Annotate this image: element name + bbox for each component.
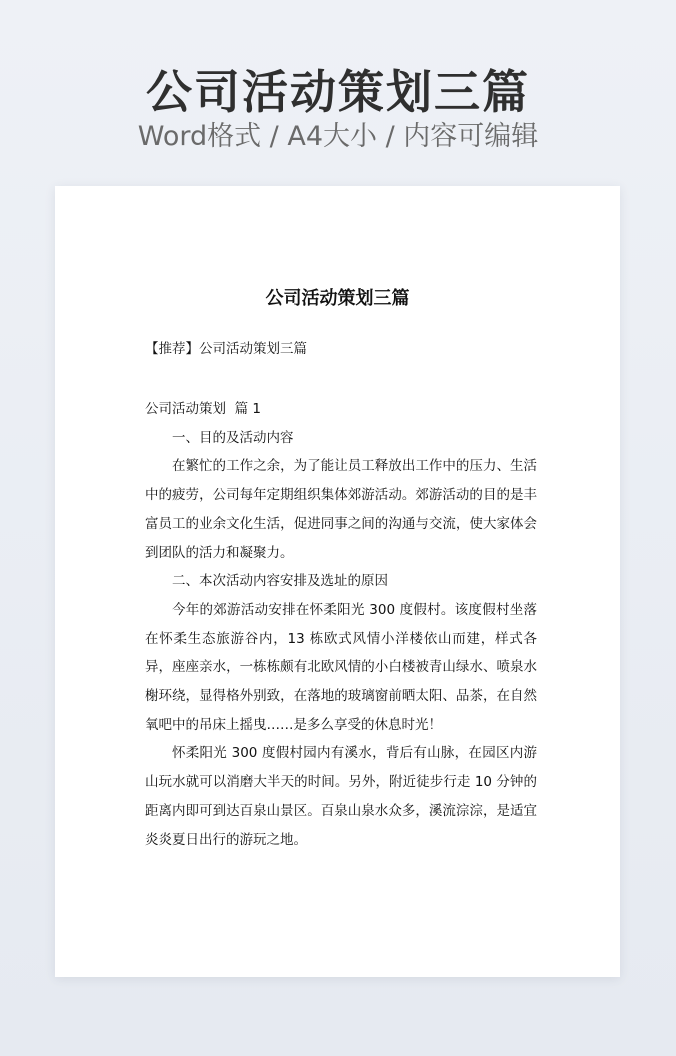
recommend-line: 【推荐】公司活动策划三篇 <box>145 341 307 357</box>
heading-arrangement: 二、本次活动内容安排及选址的原因 <box>172 573 388 590</box>
hero-subtitle: Word格式 / A4大小 / 内容可编辑 <box>137 121 539 152</box>
document-page <box>55 186 620 977</box>
document-title: 公司活动策划三篇 <box>265 288 410 309</box>
paragraph-scenery: 怀柔阳光 300 度假村园内有溪水，背后有山脉，在园区内游山玩水就可以消磨大半天的时间。另外，附近徒步行走 10 分钟的距离内即可到达百泉山景区。百泉山泉水众多，溪流淙淙，是适宜炎炎夏日出行的游玩之地。 <box>145 745 537 848</box>
heading-purpose: 一、目的及活动内容 <box>172 429 294 446</box>
hero-title: 公司活动策划三篇 <box>146 65 530 119</box>
document-body <box>145 395 537 854</box>
paragraph-purpose: 在繁忙的工作之余，为了能让员工释放出工作中的压力、生活中的疲劳，公司每年定期组织集体郊游活动。郊游活动的目的是丰富员工的业余文化生活，促进同事之间的沟通与交流，使大家体会到团队的活力和凝聚力。 <box>145 458 537 561</box>
section-title: 公司活动策划 篇 1 <box>145 401 261 417</box>
paragraph-resort: 今年的郊游活动安排在怀柔阳光 300 度假村。该度假村坐落在怀柔生态旅游谷内，13 栋欧式风情小洋楼依山而建，样式各异，座座亲水，一栋栋颇有北欧风情的小白楼被青山绿水、喷泉水榭环绕，显得格外别致，在落地的玻璃窗前晒太阳、品茶，在自然氧吧中的吊床上摇曳……是多么享受的休息时光！ <box>145 601 537 733</box>
